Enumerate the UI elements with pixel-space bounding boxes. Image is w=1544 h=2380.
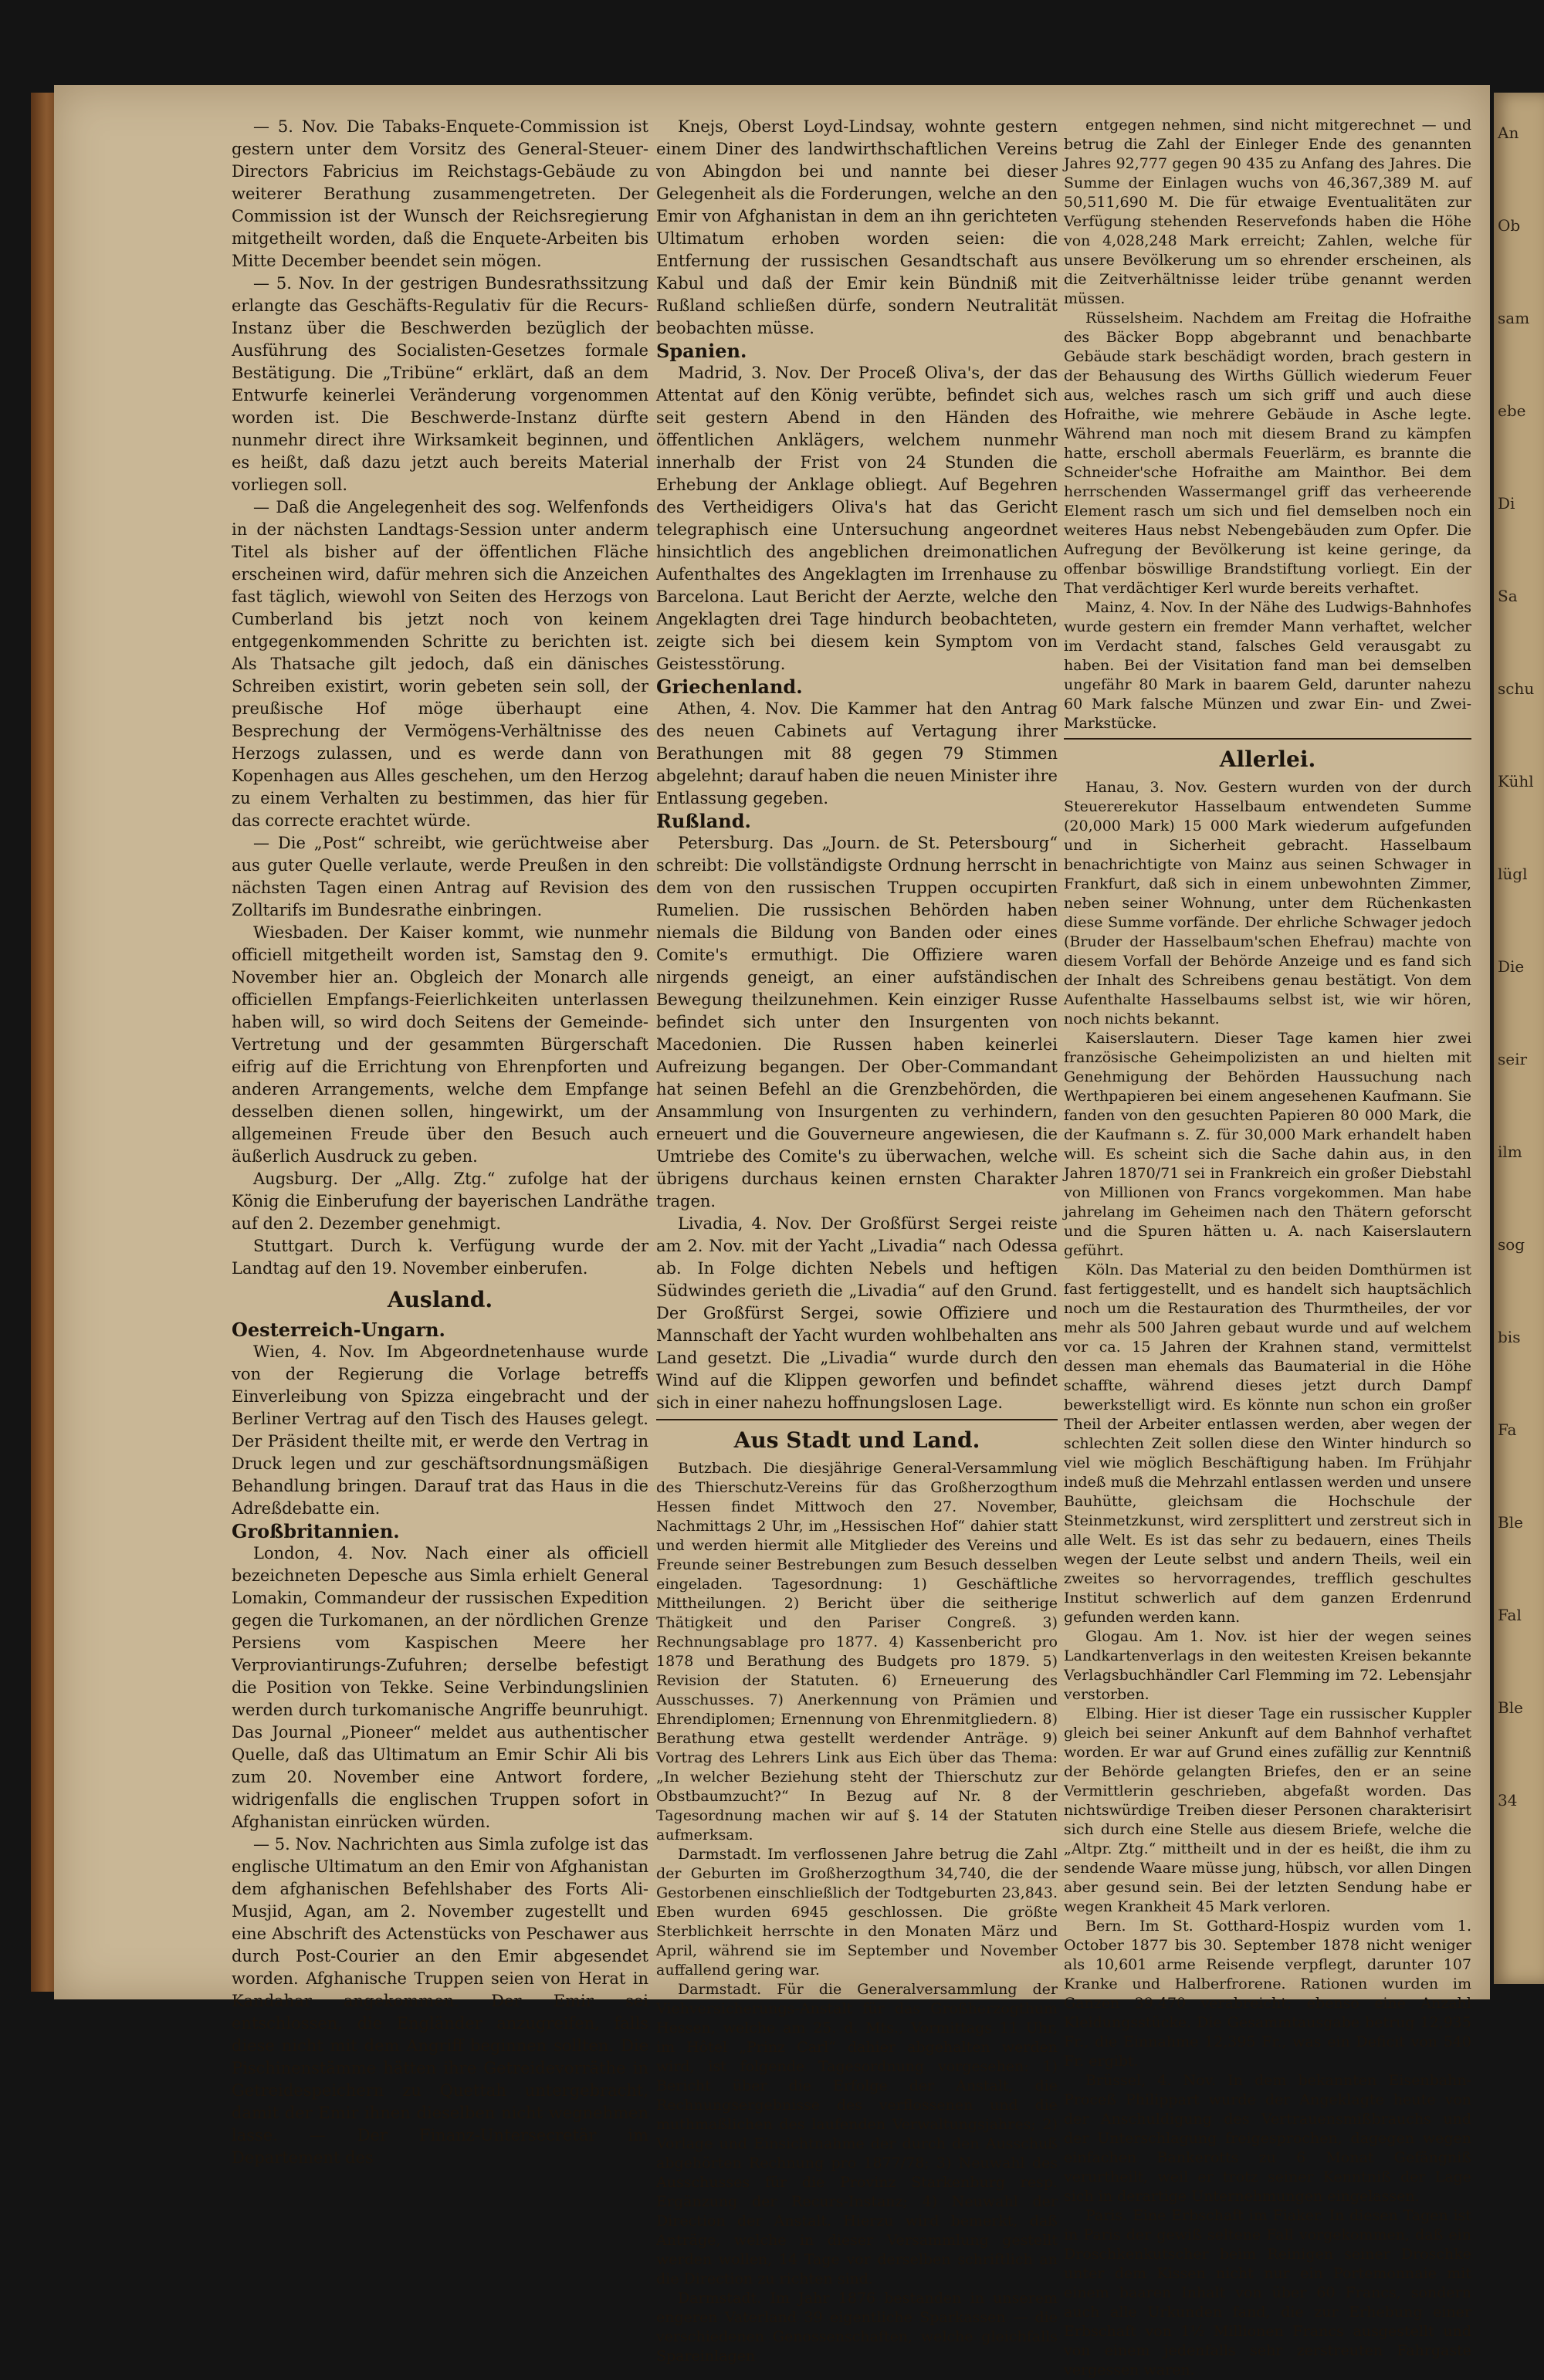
article-butzbach: Butzbach. Die diesjährige General-Versammlung des Thierschutz-Vereins für das Großherzogthum Hessen findet Mittwoch den 27. November, Nachmittags 2 Uhr, im „Hessischen Hof“ dahier statt und werden hiermit alle Mitglieder des Vereins und Freunde seiner Bestrebungen zum Besuch desselben eingeladen. Tagesordnung: 1) Geschäftliche Mittheilungen. 2) Bericht über die seitherige Thätigkeit und den Pariser Congreß. 3) Rechnungsablage pro 1877. 4) Kassenbericht pro 1878 und Berathung des Budgets pro 1879. 5) Revision der Statuten. 6) Erneuerung des Ausschusses. 7) Anerkennung von Prämien und Ehrendiplomen; Ernennung von Ehrenmitgliedern. 8) Berathung etwa gestellt werdender Anträge. 9) Vortrag des Lehrers Link aus Eich über das Thema: „In welcher Beziehung steht der Thierschutz zur Obstbaumzucht?“ In Bezug auf Nr. 8 der Tagesordnung machen wir auf §. 14 der Statuten aufmerksam. bbox=[656, 1460, 1058, 1843]
margin-fragment: lügl bbox=[1498, 865, 1528, 883]
article-ruesselsheim: Rüsselsheim. Nachdem am Freitag die Hofraithe des Bäcker Bopp abgebrannt und benachbarte Gebäude stark beschädigt worden, brach gestern in der Behausung des Wirths Güllich wiederum Feuer aus, welches rasch um sich griff und auch diese Hofraithe, wie mehrere Gebäude in Asche legte. Während man noch mit diesem Brand zu kämpfen hatte, erscholl abermals Feuerlärm, es brannte die Schneider'sche Hofraithe am Mainthor. Bei dem herrschenden Wassermangel griff das verheerende Element rasch um sich und fiel demselben noch ein weiteres Haus nebst Nebengebäuden zum Opfer. Die Aufregung der Bevölkerung ist keine geringe, da offenbar böswillige Brandstiftung vorliegt. Ein der That verdächtiger Kerl wurde bereits verhaftet. bbox=[1064, 310, 1471, 597]
column-1 bbox=[232, 116, 648, 2167]
margin-fragment: seir bbox=[1498, 1050, 1528, 1068]
section-heading-ausland: Ausland. bbox=[387, 1287, 493, 1312]
margin-fragment: sam bbox=[1498, 309, 1530, 327]
article-bruessel: Brüssel, 4. Nov. In dem bekannten Eisenbahn-Proceß Philippart wurde der Angeklagte heute von der Anschuldigung des Vertrauensmißbrauchs und der Unterschlagung freigesprochen, dagegen wegen einfachen Bankerotts zu 6 Monat Gefängniß verurtheilt, weil er trotz seiner Kenntniß der Lage sich in derartige Unternehmungen eingelassen. bbox=[1064, 2072, 1471, 2205]
section-heading-stadt-und-land: Aus Stadt und Land. bbox=[733, 1427, 980, 1453]
article-elbing: Elbing. Hier ist dieser Tage ein russischer Kuppler gleich bei seiner Ankunft auf dem Bahnhof verhaftet worden. Er war auf Grund eines zufällig zur Kenntniß der Behörde gelangten Briefes, den er an seine Vermittlerin geschrieben, abgefaßt worden. Das nichtswürdige Treiben dieser Personen charakterisirt sich durch eine Stelle aus diesem Briefe, welche die „Altpr. Ztg.“ mittheilt und in der es heißt, die ihm zu sendende Waare müsse jung, hübsch, vor allen Dingen aber gesund sein. Bei der letzten Sendung habe er wegen Krankheit 45 Mark verloren. bbox=[1064, 1705, 1471, 1915]
subheading-grossbritannien: Großbritannien. bbox=[232, 1520, 400, 1542]
article-bern: Bern. Im St. Gotthard-Hospiz wurden vom 1. October 1877 bis 30. September 1878 nicht weniger als 10,601 arme Reisende verpflegt, darunter 107 Kranke und Halberfrorene. Rationen wurden im Ganzen 39,470 verabreicht; ebenso eine Anzahl Kleidungsstücke. Die Gesammtausgabe betrug 12,935 Fr., die Einnahme 12,395 Fr., was ein Deficit von 540 Fr. ergibt. bbox=[1064, 1918, 1471, 2070]
article-mainz: Mainz, 4. Nov. In der Nähe des Ludwigs-Bahnhofes wurde gestern ein fremder Mann verhaftet, welcher im Verdacht stand, falsches Geld verausgabt zu haben. Bei der Visitation fand man bei demselben ungefähr 80 Mark in baarem Geld, darunter nahezu 60 Mark falsche Münzen und zwar Ein- und Zwei-Markstücke. bbox=[1064, 599, 1471, 732]
article-sparkassen-cont: entgegen nehmen, sind nicht mitgerechnet — und betrug die Zahl der Einleger Ende des genannten Jahres 92,777 gegen 90 435 zu Anfang des Jahres. Die Summe der Einlagen wuchs von 46,367,389 M. auf 50,511,690 M. Die für etwaige Eventualitäten zur Verfügung stehenden Reservefonds haben die Höhe von 4,028,248 Mark erreicht; Zahlen, welche für unsere Bevölkerung um so ehrender erscheinen, als die Zeitverhältnisse leider trübe genannt werden müssen. bbox=[1064, 117, 1471, 307]
article-stuttgart: Stuttgart. Durch k. Verfügung wurde der Landtag auf den 19. November einberufen. bbox=[232, 1237, 648, 1278]
article-kaiserslautern: Kaiserslautern. Dieser Tage kamen hier zwei französische Geheimpolizisten an und hielten mit Genehmigung der Behörden Haussuchung nach Werthpapieren bei einem angesehenen Kaufmann. Sie fanden von den gesuchten Papieren 80 000 Mark, die der Kaufmann s. Z. für 30,000 Mark erhandelt haben will. Es scheint sich die Sache dahin aus, in den Jahren 1870/71 sei in Frankreich ein großer Diebstahl von Millionen von Francs vorgekommen. Man habe jahrelang im Geheimen nach den Thätern geforscht und die Spuren hätten u. A. nach Kaiserslautern geführt. bbox=[1064, 1030, 1471, 1259]
article-glogau: Glogau. Am 1. Nov. ist hier der wegen seines Landkartenverlags in den weitesten Kreisen bekannte Verlagsbuchhändler Carl Flemming im 72. Lebensjahr verstorben. bbox=[1064, 1628, 1471, 1703]
margin-fragment: sog bbox=[1498, 1235, 1525, 1254]
article-darmstadt-viehversicherung: Darmstadt. Für die Generalversammlung der Viehversicherungs-Anstalt für das Großherzogthum Hessen, welche am 25. d. Mts., Vormittags 11 Uhr, im Hôtel „Prinz Carl“ dahier abgehalten werden wird, ist folgende Tagesordnung vorgesehen: 1) Bericht über die Erfolge der Anstalt, die Rechnungsergebnisse des verflossenen und die muthmaßlichen des laufenden Verwaltungsjahres; 2) Vorlage und Einsichtnahme der durch den Ausschuß abgehörten Rechnung pro 1877/78; 3) Neuwahl des Ausschusses für die Provinz Starkenburg resp. Ergänzung der Recurs-Instanz; 4) Neuwahl der Direction der Anstalt. Hierzu wird bemerkt, daß Anträge, welche in dieser Versammlung gestellt werden wollen, 14 Tage vor derselben schriftlich an die Direction zu richten sind. bbox=[656, 1981, 1058, 2287]
article-welfenfonds: — Daß die Angelegenheit des sog. Welfenfonds in der nächsten Landtags-Session unter anderm Titel als bisher auf der öffentlichen Fläche erscheinen wird, dafür mehren sich die Anzeichen fast täglich, wiewohl von Seiten des Herzogs von Cumberland bis jetzt noch von keinem entgegenkommenden Schritte zu berichten ist. Als Thatsache gilt jedoch, daß ein dänisches Schreiben existirt, worin gebeten sein soll, der preußische Hof möge überhaupt eine Besprechung der Vermögens-Verhältnisse des Herzogs zulassen, und es werde dann von Kopenhagen aus Alles geschehen, um den Herzog zu einem Verhalten zu bestimmen, das hier für das correcte erachtet würde. bbox=[232, 498, 648, 830]
subheading-russland: Rußland. bbox=[656, 810, 751, 832]
margin-fragment: Fa bbox=[1498, 1420, 1517, 1439]
section-heading-allerlei: Allerlei. bbox=[1219, 747, 1316, 772]
article-livadia: Livadia, 4. Nov. Der Großfürst Sergei reiste am 2. Nov. mit der Yacht „Livadia“ nach Odessa ab. In Folge dichten Nebels und heftigen Südwindes gerieth die „Livadia“ auf den Grund. Der Großfürst Sergei, sowie Offiziere und Mannschaft der Yacht wurden wohlbehalten ans Land gesetzt. Die „Livadia“ wurde durch den Wind auf die Klippen geworfen und befindet sich in einer nahezu hoffnungslosen Lage. bbox=[656, 1214, 1058, 1412]
article-wien: Wien, 4. Nov. Im Abgeordnetenhause wurde von der Regierung die Vorlage betreffs Einverleibung von Spizza eingebracht und der Berliner Vertrag auf den Tisch des Hauses gelegt. Der Präsident theilte mit, er werde den Vertrag in Druck legen und zur geschäftsordnungsmäßigen Behandlung bringen. Darauf trat das Haus in die Adreßdebatte ein. bbox=[232, 1342, 648, 1518]
article-hanau: Hanau, 3. Nov. Gestern wurden von der durch Steuererekutor Hasselbaum entwendeten Summe (20,000 Mark) 15 000 Mark wiederum aufgefunden und in Sicherheit gebracht. Hasselbaum benachrichtigte von Mainz aus seinen Schwager in Frankfurt, daß sich in einem unbewohnten Zimmer, neben seiner Wohnung, unter dem Rüchenkasten diese Summe vorfände. Der ehrliche Schwager jedoch (Bruder der Hasselbaum'schen Ehefrau) machte von diesem Vorfall der Behörde Anzeige und es fand sich der Inhalt des Schreibens genau bestätigt. Von dem Aufenthalte Hasselbaums selbst ist, wie wir hören, noch nichts bekannt. bbox=[1064, 779, 1471, 1027]
margin-fragment: An bbox=[1498, 124, 1519, 142]
subheading-spanien: Spanien. bbox=[656, 340, 747, 362]
margin-fragment: ilm bbox=[1498, 1143, 1522, 1161]
article-petersburg: Petersburg. Das „Journ. de St. Petersbourg“ schreibt: Die vollständigste Ordnung herrscht in dem von den russischen Truppen occupirten Rumelien. Die russischen Behörden haben niemals die Bildung von Banden oder eines Comite's ermuthigt. Die Offiziere waren nirgends geneigt, an einer aufständischen Bewegung theilzunehmen. Kein einziger Russe befindet sich unter den Insurgenten von Macedonien. Die Russen haben keinerlei Aufreizung begangen. Der Ober-Commandant hat seinen Befehl an die Grenzbehörden, die Ansammlung von Insurgenten zu verhindern, erneuert und die Gouverneure angewiesen, die Umtriebe des Comite's zu überwachen, welche übrigens durchaus keinen ernsten Charakter tragen. bbox=[656, 834, 1058, 1210]
article-bundesrath: — 5. Nov. In der gestrigen Bundesrathssitzung erlangte das Geschäfts-Regulativ für die Recurs-Instanz über die Beschwerden bezüglich der Ausführung des Socialisten-Gesetzes formale Bestätigung. Die „Tribüne“ erklärt, daß an dem Entwurfe keinerlei Veränderung vorgenommen worden ist. Die Beschwerde-Instanz dürfte nunmehr direct ihre Wirksamkeit beginnen, und es heißt, daß dazu jetzt auch bereits Material vorliegen soll. bbox=[232, 274, 648, 494]
article-london: London, 4. Nov. Nach einer als officiell bezeichneten Depesche aus Simla erhielt General Lomakin, Commandeur der russischen Expedition gegen die Turkomanen, an der nördlichen Grenze Persiens vom Kaspischen Meere her Verproviantirungs-Zufuhren; derselbe befestigt die Position von Tekke. Seine Verbindungslinien werden durch turkomanische Angriffe beunruhigt. Das Journal „Pioneer“ meldet aus authentischer Quelle, daß das Ultimatum an Emir Schir Ali bis zum 20. November eine Antwort fordere, widrigenfalls die englischen Truppen sofort in Afghanistan einrücken würden. bbox=[232, 1544, 648, 1831]
divider bbox=[1064, 738, 1471, 740]
article-darmstadt-geburten: Darmstadt. Im verflossenen Jahre betrug die Zahl der Geburten im Großherzogthum 34,740, die der Gestorbenen einschließlich der Todtgeburten 23,843. Eben wurden 6945 geschlossen. Die größte Sterblichkeit herrschte in den Monaten März und April, während sie im September und November auffallend gering war. bbox=[656, 1846, 1058, 1979]
margin-fragment: Ob bbox=[1498, 216, 1521, 235]
margin-fragment: Sa bbox=[1498, 587, 1518, 605]
article-lindsay: Knejs, Oberst Loyd-Lindsay, wohnte gestern einem Diner des landwirthschaftlichen Vereins von Abingdon bei und nannte bei dieser Gelegenheit als die Forderungen, welche an den Emir von Afghanistan in dem an ihn gerichteten Ultimatum erhoben worden seien: die Entfernung der russischen Gesandtschaft aus Kabul und daß der Emir kein Bündniß mit Rußland schließen dürfe, sondern Neutralität beobachten müsse. bbox=[656, 117, 1058, 337]
subheading-griechenland: Griechenland. bbox=[656, 675, 803, 698]
article-simla: — 5. Nov. Nachrichten aus Simla zufolge ist das englische Ultimatum an den Emir von Afghanistan dem afghanischen Befehlshaber des Forts Ali-Musjid, Agan, am 2. November zugestellt und eine Abschrift des Actenstücks von Peschawer aus durch Post-Courier an den Emir abgesendet worden. Afghanische Truppen seien von Herat in Kandahar angekommen. Der Emir sei entschlossen, die Engländer anzugreifen, falls diese nicht mit dem Angriff beginnen sollten. Die Pischinenstämme hätten ihre Getreidevorräthe in Getreidespeichern zu Quettah untergebracht, damit der Emir ihnen dieselben nicht wegnehmen lasse. — Der Finanz-Untersecretär im Departement des bbox=[232, 1835, 648, 2167]
margin-fragment: Ble bbox=[1498, 1698, 1523, 1717]
article-madrid: Madrid, 3. Nov. Der Proceß Oliva's, der das Attentat auf den König verübte, befindet sich seit gestern Abend in den Händen des öffentlichen Anklägers, welchem nunmehr innerhalb der Frist von 24 Stunden die Erhebung der Anklage obliegt. Auf Begehren des Vertheidigers Oliva's hat das Gericht telegraphisch eine Untersuchung angeordnet hinsichtlich des angeblichen dreimonatlichen Aufenthaltes des Angeklagten im Irrenhause zu Barcelona. Laut Bericht der Aerzte, welche den Angeklagten drei Tage hindurch beobachteten, zeigte sich bei diesem kein Symptom von Geistesstörung. bbox=[656, 364, 1058, 673]
margin-fragment: bis bbox=[1498, 1328, 1521, 1346]
margin-fragment: 34 bbox=[1498, 1791, 1518, 1810]
column-2 bbox=[656, 116, 1058, 2365]
column-3 bbox=[1064, 116, 1471, 2378]
article-zolltarif: — Die „Post“ schreibt, wie gerüchtweise aber aus guter Quelle verlaute, werde Preußen in den nächsten Tagen einen Antrag auf Revision des Zolltarifs im Bundesrathe einbringen. bbox=[232, 834, 648, 919]
article-augsburg: Augsburg. Der „Allg. Ztg.“ zufolge hat der König die Einberufung der bayerischen Landräthe auf den 2. Dezember genehmigt. bbox=[232, 1170, 648, 1233]
article-paris: Paris. Eine Erbschaft im Fiaker. In diesen Tagen ist in Paris der gewiß seltene Fall vorgekommen, daß ein Droschkenkutscher beim Reinigen seiner Droschke unter dem Kissen nicht nur ein Portemonnaie mit einem baaren Inhalt von über 60 Francs, sondern auch alle Urkunden fand, die zur Erhebung einer Erbschaft von 1½ Millionen Francs ausgestellt und von einem jedenfalls sehr zerstreuten Fahrgaste vergessen waren. bbox=[1064, 2207, 1471, 2378]
article-tabak-enquete: — 5. Nov. Die Tabaks-Enquete-Commission ist gestern unter dem Vorsitz des General-Steuer-Directors Fabricius im Reichstags-Gebäude zu weiterer Berathung zusammengetreten. Der Commission ist der Wunsch der Reichsregierung mitgetheilt worden, daß die Enquete-Arbeiten bis Mitte December beendet sein mögen. bbox=[232, 117, 648, 270]
article-wiesbaden: Wiesbaden. Der Kaiser kommt, wie nunmehr officiell mitgetheilt worden ist, Samstag den 9. November hier an. Obgleich der Monarch alle officiellen Empfangs-Feierlichkeiten unterlassen haben will, so wird doch Seitens der Gemeinde-Vertretung und der gesammten Bürgerschaft eifrig auf die Errichtung von Ehrenpforten und anderen Arrangements, welche dem Empfange desselben dienen sollen, hingewirkt, um der allgemeinen Freude über den Besuch auch äußerlich Ausdruck zu geben. bbox=[232, 923, 648, 1166]
article-athen: Athen, 4. Nov. Die Kammer hat den Antrag des neuen Cabinets auf Vertagung ihrer Berathungen mit 88 gegen 79 Stimmen abgelehnt; darauf haben die neuen Minister ihre Entlassung gegeben. bbox=[656, 699, 1058, 807]
article-koeln: Köln. Das Material zu den beiden Domthürmen ist fast fertiggestellt, und es handelt sich hauptsächlich noch um die Restauration des Thurmtheiles, der vor mehr als 500 Jahren gebaut wurde und auf welchem vor ca. 15 Jahren der Krahnen stand, vermittelst dessen man ehemals das Baumaterial in die Höhe schaffte, während dieses jetzt durch Dampf bewerkstelligt wird. Es könnte nun schon ein großer Theil der Arbeiter entlassen werden, aber wegen der schlechten Zeit sollen diese den Winter hindurch so viel wie möglich Beschäftigung haben. Im Frühjahr indeß muß die Mehrzahl entlassen werden und unsere Bauhütte, gleichsam die Hochschule der Steinmetzkunst, wird zersplittert und zerstreut sich in alle Welt. Es ist das sehr zu bedauern, eines Theils wegen der Leute selbst und andern Theils, weil ein zweites so hervorragendes, trefflich geschultes Institut schwerlich auf dem ganzen Erdenrund gefunden werden kann. bbox=[1064, 1261, 1471, 1626]
subheading-oesterreich: Oesterreich-Ungarn. bbox=[232, 1319, 445, 1341]
article-darmstadt-sparkassen: Darmstadt. Im Jahr 1876 bestanden in unserem engeren Vaterland 39 eigentliche Sparkassen — die verschiedenen Genossenschaften, welche gleichfalls Spareinlagen bbox=[656, 2290, 1058, 2365]
margin-fragment: ebe bbox=[1498, 401, 1526, 420]
margin-fragment: schu bbox=[1498, 679, 1535, 698]
margin-fragment: Kühl bbox=[1498, 772, 1534, 791]
divider bbox=[656, 1419, 1058, 1420]
margin-fragment: Di bbox=[1498, 494, 1515, 513]
margin-fragment: Die bbox=[1498, 957, 1525, 976]
margin-fragment: Fal bbox=[1498, 1606, 1522, 1624]
margin-fragment: Ble bbox=[1498, 1513, 1523, 1532]
